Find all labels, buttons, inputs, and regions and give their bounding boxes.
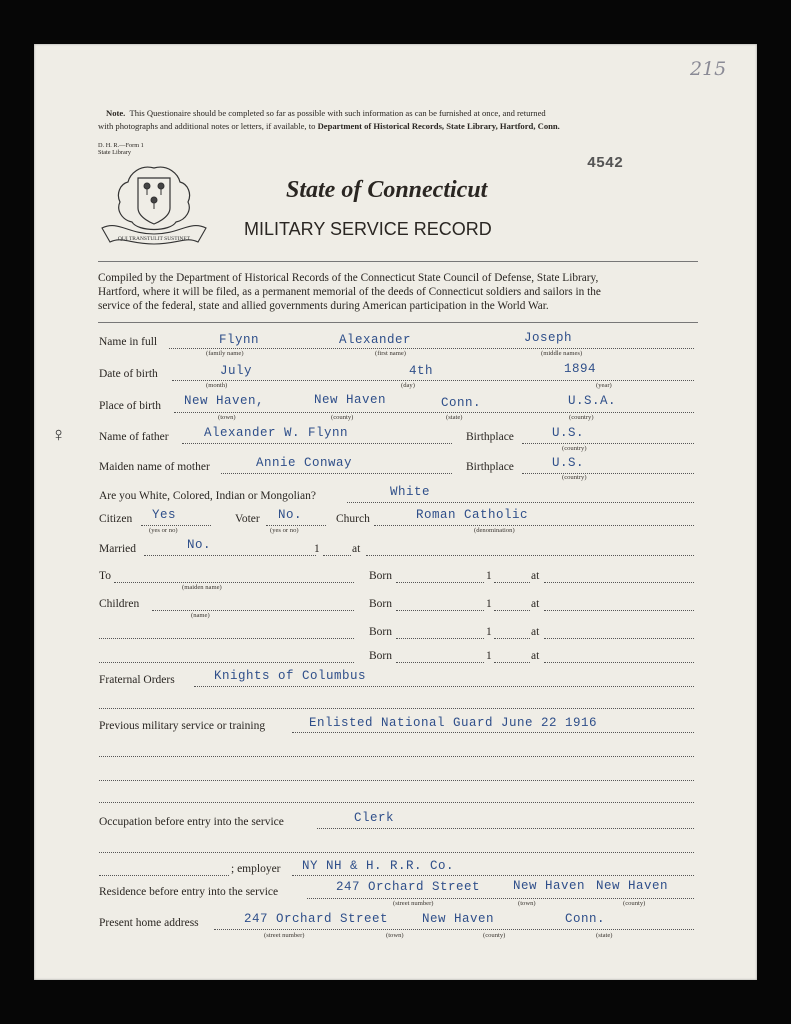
birth-year-field[interactable]: 1894 [564, 362, 597, 376]
birth-day-field[interactable]: 4th [409, 364, 434, 378]
birth-month-field[interactable]: July [220, 364, 253, 378]
intro-line-1: Compiled by the Department of Historical Records of the Connecticut State Council of Defense, State Library, [98, 272, 599, 284]
state-title: State of Connecticut [286, 177, 488, 203]
label-residence: Residence before entry into the service [99, 886, 279, 898]
father-birthplace-field[interactable]: U.S. [552, 426, 585, 440]
birth-county-field[interactable]: New Haven [314, 393, 387, 407]
svg-text:QUI TRANSTULIT SUSTINET: QUI TRANSTULIT SUSTINET [117, 236, 191, 242]
intro-line-3: service of the federal, state and allied governments during American participation in the World War. [98, 300, 549, 312]
residence-town-field[interactable]: New Haven [513, 879, 586, 893]
intro-divider [98, 322, 698, 323]
label-employer: ; employer [231, 863, 281, 875]
prev-service-field[interactable]: Enlisted National Guard June 22 1916 [309, 716, 598, 730]
stamped-record-number: 4542 [587, 155, 624, 172]
header-divider [98, 261, 698, 262]
label-occupation: Occupation before entry into the service [99, 816, 284, 828]
voter-field[interactable]: No. [278, 508, 303, 522]
father-name-field[interactable]: Alexander W. Flynn [204, 426, 349, 440]
label-to: To [99, 570, 111, 582]
mother-birthplace-field[interactable]: U.S. [552, 456, 585, 470]
residence-county-field[interactable]: New Haven [596, 879, 669, 893]
home-street-field[interactable]: 247 Orchard Street [244, 912, 389, 926]
handwritten-page-number: 215 [690, 58, 727, 80]
label-date-of-birth: Date of birth [99, 368, 158, 380]
label-mother-birthplace: Birthplace [466, 461, 514, 473]
label-children: Children [99, 598, 140, 610]
birth-state-field[interactable]: Conn. [441, 396, 482, 410]
first-name-field[interactable]: Alexander [339, 333, 412, 347]
home-state-field[interactable]: Conn. [565, 912, 606, 926]
church-field[interactable]: Roman Catholic [416, 508, 529, 522]
race-field[interactable]: White [390, 485, 431, 499]
residence-street-field[interactable]: 247 Orchard Street [336, 880, 481, 894]
family-name-field[interactable]: Flynn [219, 333, 260, 347]
birth-country-field[interactable]: U.S.A. [568, 394, 617, 408]
connecticut-seal-icon [98, 162, 210, 248]
form-title: MILITARY SERVICE RECORD [244, 219, 492, 239]
handwritten-mark: ♀ [51, 424, 66, 446]
intro-line-2: Hartford, where it will be filed, as a permanent memorial of the deeds of Connecticut soldiers and sailors in the [98, 286, 601, 298]
home-town-field[interactable]: New Haven [422, 912, 495, 926]
label-prev-service: Previous military service or training [99, 720, 266, 732]
occupation-field[interactable]: Clerk [354, 811, 395, 825]
label-home-address: Present home address [99, 917, 199, 929]
label-church: Church [336, 513, 370, 525]
note-line-2: with photographs and additional notes or letters, if available, to Department of Historical Records, State Library, Hartford, Conn. [98, 121, 560, 131]
married-field[interactable]: No. [187, 538, 212, 552]
label-father-birthplace: Birthplace [466, 431, 514, 443]
label-voter: Voter [235, 513, 260, 525]
form-id: D. H. R.—Form 1 [98, 142, 144, 149]
label-place-of-birth: Place of birth [99, 400, 161, 412]
label-citizen: Citizen [99, 513, 133, 525]
fraternal-field[interactable]: Knights of Columbus [214, 669, 367, 683]
form-page: 215 4542 Note. This Questionaire should be completed so far as possible with such information as can be furnished at once, and returned with photographs and additional notes or letters, if available, to Department of Historical Records, State Library, Hartford, Conn. D. H. R.—Form 1 State Library QUI TRANSTULIT SUSTINET State of Connecticut MILITARY SERVICE RECORD Compiled by the Department of Historical Records of the Connecticut State Council of Defense, State Library, Hartford, where it will be filed, as a permanent memorial of the deeds of Connecticut soldiers and sailors in the service of the federal, state and allied governments during American participation in the World War. Name in full Flynn Alexander Joseph (family name) (first name) (middle names) Date of birth July 4th 1894 (month) (day) (year) Place of birth New Haven, New Haven Conn. U.S.A. (town) (county) (state) (country) ♀ Name of father Alexander W. Flynn Birthplace U.S. (country) Maiden name of mother Annie Conway Birthplace U.S. (country) Are you White, Colored, Indian or Mongolian? White Citizen Yes (yes or no) Voter No. (yes or no) Church Roman Catholic (denomination) Married No. 1 at To (maiden name) Born 1 at Children (name) Born 1 at Born 1 at Born 1 at Fraternal Orders Knights of Columbus Previous military service or training Enlisted National Guard June 22 1916 Occupation before entry into the service Clerk ; employer NY NH & H. R.R. Co. Residence before entry into the service 247 Orchard Street New Haven New Haven (street number) (town) (county) Present home address 247 Orchard Street New Haven Conn. (street number) (town) (county) (state) [34, 44, 757, 980]
label-father: Name of father [99, 431, 169, 443]
citizen-field[interactable]: Yes [152, 508, 177, 522]
birth-town-field[interactable]: New Haven, [184, 394, 265, 408]
label-name-in-full: Name in full [99, 336, 158, 348]
employer-field[interactable]: NY NH & H. R.R. Co. [302, 859, 455, 873]
label-married: Married [99, 543, 137, 555]
label-mother: Maiden name of mother [99, 461, 210, 473]
form-library: State Library [98, 149, 132, 156]
label-race: Are you White, Colored, Indian or Mongolian? [99, 490, 316, 502]
note-line-1: Note. This Questionaire should be completed so far as possible with such information as can be furnished at once, and returned [106, 108, 546, 118]
label-fraternal: Fraternal Orders [99, 674, 175, 686]
mother-name-field[interactable]: Annie Conway [256, 456, 353, 470]
middle-name-field[interactable]: Joseph [524, 331, 573, 345]
